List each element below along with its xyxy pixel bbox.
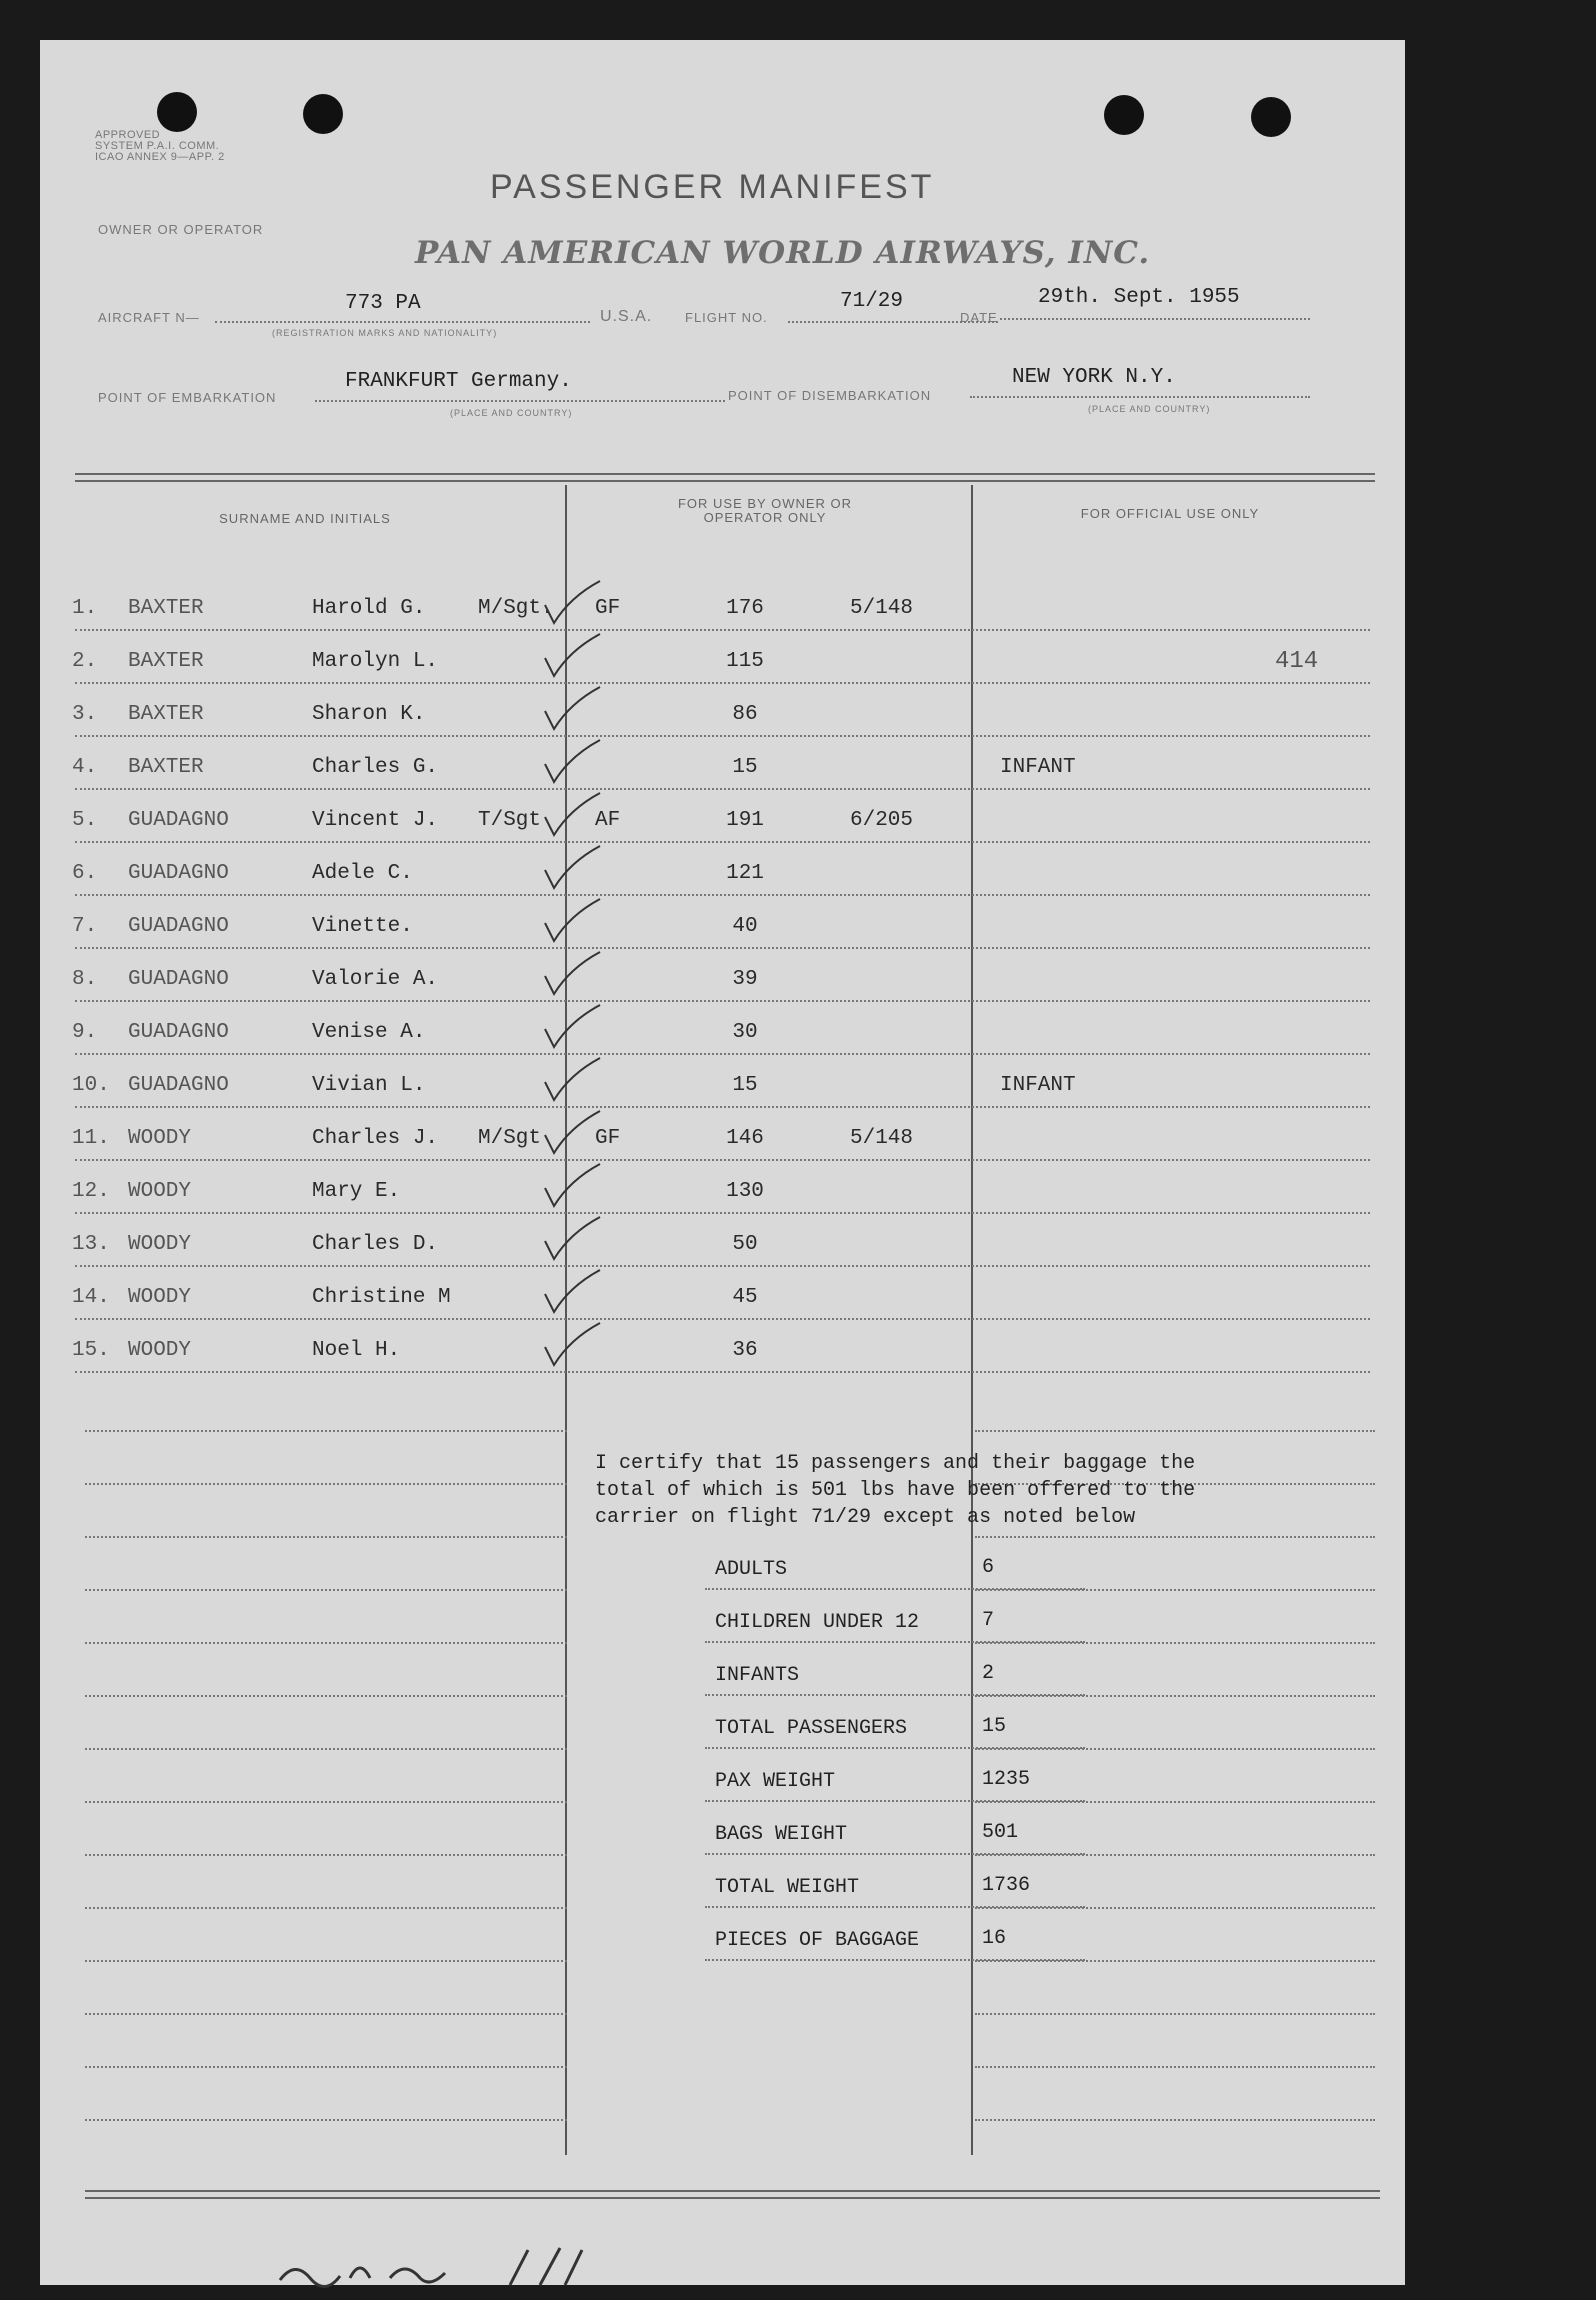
check-mark-icon <box>540 1319 620 1379</box>
passenger-row <box>40 691 1405 743</box>
row-rule <box>75 894 1370 896</box>
row-rule <box>75 1212 1370 1214</box>
passenger-surname: WOODY <box>128 1127 192 1150</box>
summary-value: 7 <box>982 1609 995 1632</box>
passenger-num: 15. <box>72 1339 110 1362</box>
blank-rule <box>85 1907 567 1909</box>
disembark-note: (PLACE AND COUNTRY) <box>1088 404 1211 414</box>
summary-value: 2 <box>982 1662 995 1685</box>
summary-rule <box>705 1747 1085 1749</box>
row-rule <box>75 735 1370 737</box>
passenger-weight: 36 <box>732 1339 758 1362</box>
blank-rule <box>85 1589 567 1591</box>
blank-rule <box>85 1960 567 1962</box>
summary-rule <box>705 1641 1085 1643</box>
airline-name: PAN AMERICAN WORLD AIRWAYS, INC. <box>415 235 1151 271</box>
blank-rule <box>85 1748 567 1750</box>
blank-rule <box>975 1536 1375 1538</box>
passenger-given: Marolyn L. <box>312 650 439 673</box>
row-rule <box>75 1106 1370 1108</box>
passenger-surname: BAXTER <box>128 703 204 726</box>
passenger-given: Christine M <box>312 1286 451 1309</box>
passenger-given: Charles D. <box>312 1233 439 1256</box>
embark-value: FRANKFURT Germany. <box>345 370 572 393</box>
aircraft-line <box>215 321 590 323</box>
passenger-row <box>40 1062 1405 1114</box>
approval-line: APPROVED <box>95 129 161 141</box>
embark-line <box>315 400 725 402</box>
summary-value: 1736 <box>982 1874 1031 1897</box>
passenger-code: GF <box>595 597 621 620</box>
disembark-value: NEW YORK N.Y. <box>1012 366 1176 389</box>
passenger-given: Venise A. <box>312 1021 426 1044</box>
passenger-given: Vinette. <box>312 915 413 938</box>
passenger-num: 8. <box>72 968 98 991</box>
footer-rule <box>85 2190 1380 2192</box>
passenger-given: Sharon K. <box>312 703 426 726</box>
certification-line: I certify that 15 passengers and their baggage the <box>595 1452 1196 1475</box>
aircraft-value: 773 PA <box>345 292 421 315</box>
blank-rule <box>85 2013 567 2015</box>
passenger-row <box>40 638 1405 690</box>
row-rule <box>75 1318 1370 1320</box>
passenger-code: AF <box>595 809 621 832</box>
passenger-row <box>40 1274 1405 1326</box>
header-rule <box>75 473 1375 475</box>
summary-label: PAX WEIGHT <box>715 1770 836 1793</box>
passenger-given: Vincent J. <box>312 809 439 832</box>
blank-rule <box>85 2066 567 2068</box>
passenger-weight: 191 <box>726 809 764 832</box>
summary-label: TOTAL PASSENGERS <box>715 1717 908 1740</box>
check-mark-icon <box>540 736 620 796</box>
aircraft-label: AIRCRAFT N— <box>98 310 200 325</box>
row-rule <box>75 1265 1370 1267</box>
row-rule <box>75 841 1370 843</box>
blank-rule <box>85 1483 567 1485</box>
passenger-given: Valorie A. <box>312 968 439 991</box>
blank-rule <box>975 2119 1375 2121</box>
row-rule <box>75 629 1370 631</box>
certification-line: carrier on flight 71/29 except as noted below <box>595 1506 1136 1529</box>
blank-rule <box>85 1642 567 1644</box>
passenger-surname: WOODY <box>128 1286 192 1309</box>
passenger-row <box>40 1009 1405 1061</box>
passenger-surname: BAXTER <box>128 650 204 673</box>
passenger-surname: GUADAGNO <box>128 1074 229 1097</box>
passenger-note: INFANT <box>1000 1074 1076 1097</box>
summary-rule <box>705 1906 1085 1908</box>
passenger-num: 10. <box>72 1074 110 1097</box>
approval-line: SYSTEM P.A.I. COMM. <box>95 140 220 152</box>
passenger-surname: WOODY <box>128 1180 192 1203</box>
row-rule <box>75 1371 1370 1373</box>
punch-hole <box>1104 95 1144 135</box>
passenger-row <box>40 585 1405 637</box>
blank-rule <box>85 1854 567 1856</box>
blank-rule <box>975 1430 1375 1432</box>
summary-rule <box>705 1588 1085 1590</box>
summary-label: ADULTS <box>715 1558 788 1581</box>
passenger-row <box>40 1115 1405 1167</box>
summary-value: 1235 <box>982 1768 1031 1791</box>
blank-rule <box>85 1801 567 1803</box>
page-number: 414 <box>1275 648 1319 675</box>
passenger-num: 2. <box>72 650 98 673</box>
punch-hole <box>157 92 197 132</box>
check-mark-icon <box>540 1001 620 1061</box>
passenger-num: 4. <box>72 756 98 779</box>
summary-rule <box>705 1800 1085 1802</box>
registration-note: (REGISTRATION MARKS AND NATIONALITY) <box>272 328 498 338</box>
nationality-label: U.S.A. <box>600 308 653 325</box>
summary-rule <box>705 1853 1085 1855</box>
check-mark-icon <box>540 1160 620 1220</box>
check-mark-icon <box>540 630 620 690</box>
passenger-row <box>40 797 1405 849</box>
passenger-note: INFANT <box>1000 756 1076 779</box>
embark-label: POINT OF EMBARKATION <box>98 390 277 405</box>
passenger-weight: 50 <box>732 1233 758 1256</box>
passenger-rank: T/Sgt <box>478 809 542 832</box>
passenger-weight: 15 <box>732 1074 758 1097</box>
summary-rule <box>705 1959 1085 1961</box>
passenger-num: 11. <box>72 1127 110 1150</box>
passenger-surname: BAXTER <box>128 597 204 620</box>
blank-rule <box>85 2119 567 2121</box>
header-rule <box>75 480 1375 482</box>
passenger-surname: GUADAGNO <box>128 862 229 885</box>
summary-label: PIECES OF BAGGAGE <box>715 1929 920 1952</box>
manifest-page <box>40 40 1405 2285</box>
summary-label: CHILDREN UNDER 12 <box>715 1611 920 1634</box>
flight-label: FLIGHT NO. <box>685 310 768 325</box>
approval-stamp <box>95 130 315 163</box>
passenger-weight: 45 <box>732 1286 758 1309</box>
owner-column-header: FOR USE BY OWNER OR OPERATOR ONLY <box>677 496 853 525</box>
passenger-row <box>40 744 1405 796</box>
passenger-surname: WOODY <box>128 1339 192 1362</box>
passenger-given: Noel H. <box>312 1339 401 1362</box>
summary-label: TOTAL WEIGHT <box>715 1876 860 1899</box>
passenger-num: 9. <box>72 1021 98 1044</box>
summary-value: 15 <box>982 1715 1007 1738</box>
passenger-given: Harold G. <box>312 597 426 620</box>
passenger-row <box>40 1221 1405 1273</box>
summary-label: INFANTS <box>715 1664 800 1687</box>
passenger-rank: M/Sgt <box>478 1127 542 1150</box>
passenger-weight: 176 <box>726 597 764 620</box>
passenger-row <box>40 1168 1405 1220</box>
certification-line: total of which is 501 lbs have been offered to the <box>595 1479 1196 1502</box>
date-label: DATE <box>960 310 998 325</box>
passenger-weight: 86 <box>732 703 758 726</box>
check-mark-icon <box>540 577 620 637</box>
row-rule <box>75 788 1370 790</box>
check-mark-icon <box>540 1054 620 1114</box>
passenger-given: Charles J. <box>312 1127 439 1150</box>
page-title: PASSENGER MANIFEST <box>490 168 935 206</box>
passenger-weight: 115 <box>726 650 764 673</box>
passenger-surname: WOODY <box>128 1233 192 1256</box>
certification-text <box>595 1450 1195 1531</box>
passenger-row <box>40 1327 1405 1379</box>
passenger-given: Charles G. <box>312 756 439 779</box>
passenger-code: GF <box>595 1127 621 1150</box>
disembark-label: POINT OF DISEMBARKATION <box>728 388 932 403</box>
blank-rule <box>975 2066 1375 2068</box>
check-mark-icon <box>540 1213 620 1273</box>
passenger-num: 12. <box>72 1180 110 1203</box>
flight-value: 71/29 <box>840 290 904 313</box>
passenger-weight: 15 <box>732 756 758 779</box>
handwritten-signature <box>270 2240 690 2300</box>
passenger-given: Mary E. <box>312 1180 401 1203</box>
passenger-num: 1. <box>72 597 98 620</box>
passenger-row <box>40 850 1405 902</box>
summary-rule <box>705 1694 1085 1696</box>
passenger-rank: M/Sgt. <box>478 597 554 620</box>
blank-rule <box>85 1695 567 1697</box>
passenger-surname: GUADAGNO <box>128 1021 229 1044</box>
passenger-surname: BAXTER <box>128 756 204 779</box>
check-mark-icon <box>540 789 620 849</box>
check-mark-icon <box>540 683 620 743</box>
passenger-num: 3. <box>72 703 98 726</box>
date-value: 29th. Sept. 1955 <box>1038 286 1240 309</box>
passenger-bags: 5/148 <box>850 1127 914 1150</box>
passenger-weight: 30 <box>732 1021 758 1044</box>
passenger-given: Adele C. <box>312 862 413 885</box>
check-mark-icon <box>540 948 620 1008</box>
check-mark-icon <box>540 842 620 902</box>
punch-hole <box>1251 97 1291 137</box>
passenger-num: 6. <box>72 862 98 885</box>
passenger-surname: GUADAGNO <box>128 915 229 938</box>
passenger-surname: GUADAGNO <box>128 968 229 991</box>
summary-value: 501 <box>982 1821 1019 1844</box>
passenger-bags: 6/205 <box>850 809 914 832</box>
row-rule <box>75 682 1370 684</box>
surname-column-header: SURNAME AND INITIALS <box>219 511 391 526</box>
passenger-weight: 121 <box>726 862 764 885</box>
passenger-given: Vivian L. <box>312 1074 426 1097</box>
punch-hole <box>303 94 343 134</box>
passenger-num: 7. <box>72 915 98 938</box>
passenger-surname: GUADAGNO <box>128 809 229 832</box>
row-rule <box>75 1159 1370 1161</box>
passenger-weight: 130 <box>726 1180 764 1203</box>
official-column-header: FOR OFFICIAL USE ONLY <box>1080 506 1260 521</box>
passenger-weight: 40 <box>732 915 758 938</box>
blank-rule <box>975 2013 1375 2015</box>
footer-rule <box>85 2197 1380 2199</box>
date-line <box>1000 318 1310 320</box>
blank-rule <box>85 1536 567 1538</box>
check-mark-icon <box>540 895 620 955</box>
passenger-row <box>40 903 1405 955</box>
row-rule <box>75 1000 1370 1002</box>
row-rule <box>75 1053 1370 1055</box>
summary-label: BAGS WEIGHT <box>715 1823 848 1846</box>
passenger-num: 14. <box>72 1286 110 1309</box>
disembark-line <box>970 396 1310 398</box>
passenger-weight: 39 <box>732 968 758 991</box>
summary-value: 16 <box>982 1927 1007 1950</box>
passenger-row <box>40 956 1405 1008</box>
passenger-bags: 5/148 <box>850 597 914 620</box>
embark-note: (PLACE AND COUNTRY) <box>450 408 573 418</box>
blank-rule <box>85 1430 567 1432</box>
passenger-weight: 146 <box>726 1127 764 1150</box>
summary-value: 6 <box>982 1556 995 1579</box>
owner-label: OWNER OR OPERATOR <box>98 222 264 237</box>
approval-line: ICAO ANNEX 9—APP. 2 <box>95 151 225 163</box>
row-rule <box>75 947 1370 949</box>
check-mark-icon <box>540 1107 620 1167</box>
passenger-num: 13. <box>72 1233 110 1256</box>
check-mark-icon <box>540 1266 620 1326</box>
passenger-num: 5. <box>72 809 98 832</box>
